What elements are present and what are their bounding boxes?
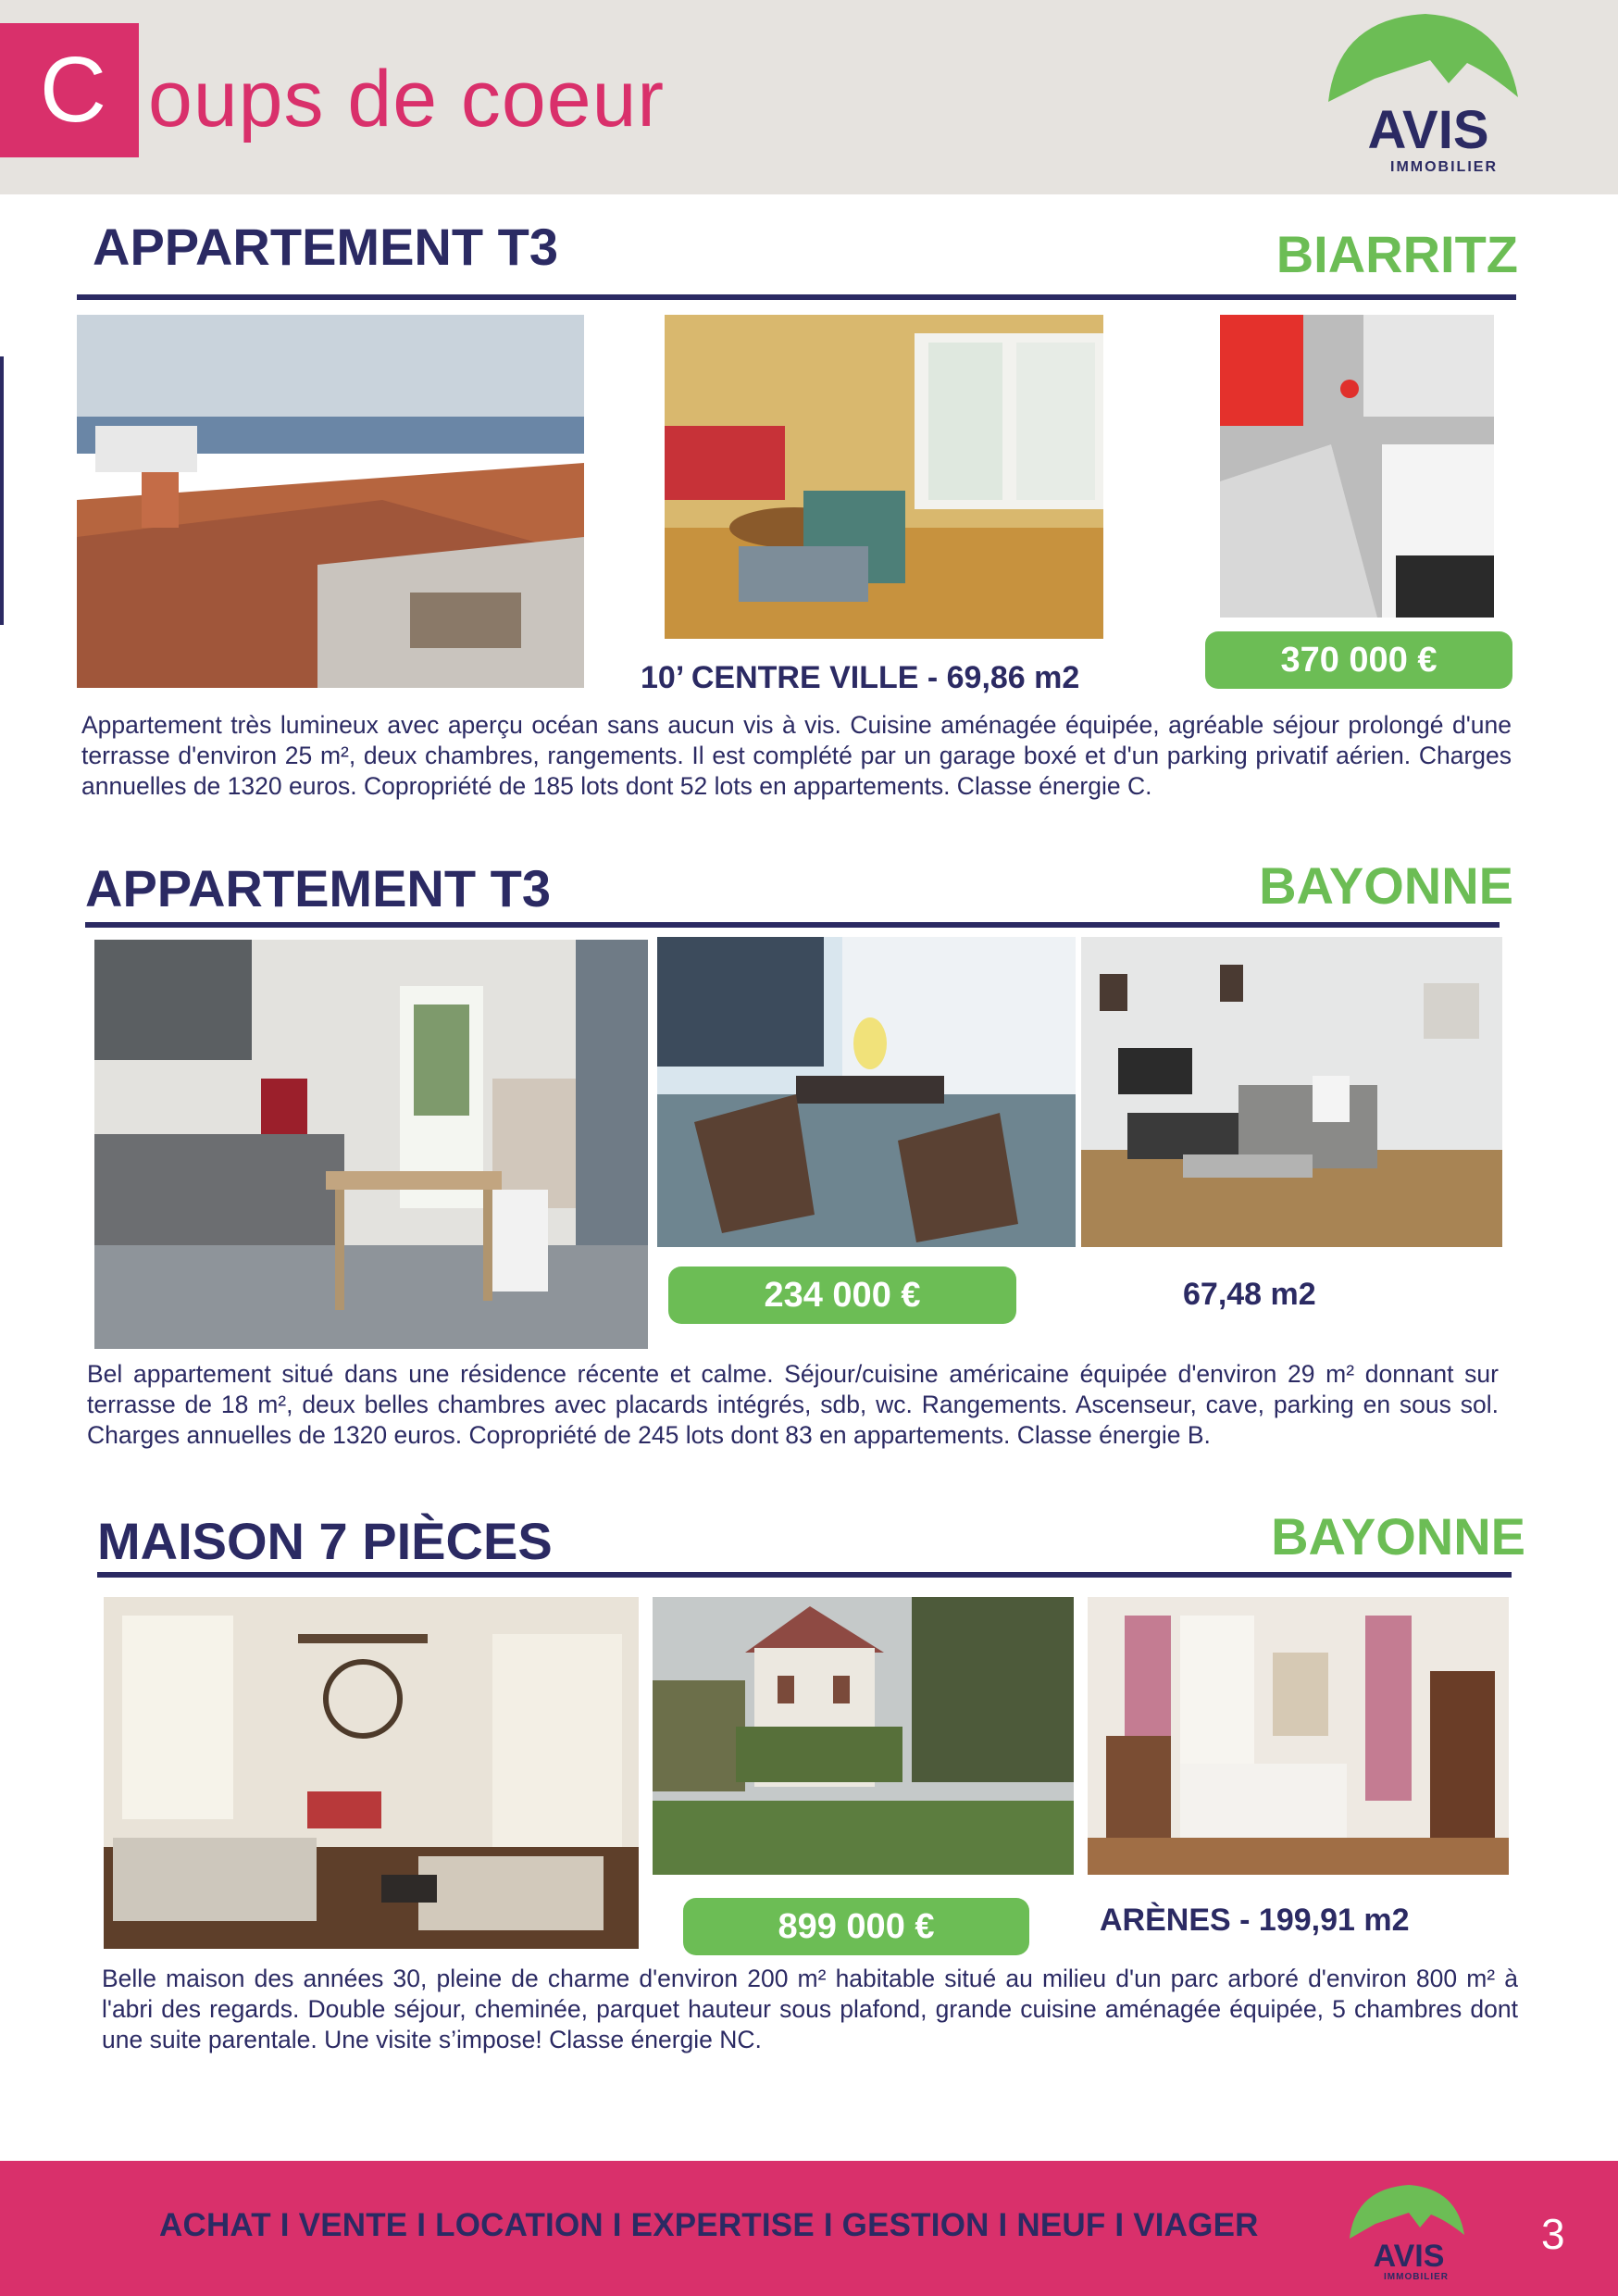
listing-2-city: BAYONNE xyxy=(1259,856,1513,915)
page-title: oups de coeur xyxy=(148,55,666,144)
logo-wordmark: AVIS xyxy=(1367,100,1489,160)
footer-logo-subtext: IMMOBILIER xyxy=(1384,2272,1449,2282)
page-number: 3 xyxy=(1541,2210,1565,2258)
listing-3-photo-bedroom xyxy=(1088,1597,1509,1875)
listing-3-type: MAISON 7 PIÈCES xyxy=(97,1512,553,1570)
listing-2-type: APPARTEMENT T3 xyxy=(85,859,551,917)
listing-1-description: Appartement très lumineux avec aperçu océan sans aucun vis à vis. Cuisine aménagée équipée, agréable séjour prolongé d'une terrasse d'environ 25 m², deux chambres, rangements. Il est complété par un garage boxé et d'un parking privatif aérien. Charges annuelles de 1320 euros. Copropriété de 185 lots dont 52 lots en appartements. Classe énergie C. xyxy=(81,711,1512,800)
footer-logo-wordmark: AVIS xyxy=(1373,2239,1445,2274)
page-edge-marker xyxy=(0,356,4,625)
avis-immobilier-footer-logo xyxy=(1342,2181,1472,2283)
listing-1-divider xyxy=(77,294,1516,300)
avis-immobilier-logo xyxy=(1319,9,1532,176)
listing-2-photo-kitchen xyxy=(94,940,648,1349)
listing-1-photo-rooftops xyxy=(77,315,584,688)
listing-1-photo-kitchen xyxy=(1220,315,1494,618)
listing-1-city: BIARRITZ xyxy=(1276,225,1518,283)
listing-2-description: Bel appartement situé dans une résidence récente et calme. Séjour/cuisine américaine équipée d'environ 29 m² donnant sur terrasse de 18 m², deux belles chambres avec placards intégrés, sdb, wc. Rangements. Ascenseur, cave, parking en sous sol. Charges annuelles de 1320 euros. Copropriété de 245 lots dont 83 en appartements. Classe énergie B. xyxy=(87,1360,1499,1449)
listing-3-photo-house-exterior xyxy=(653,1597,1074,1875)
listing-3-divider xyxy=(97,1572,1512,1578)
page-header xyxy=(0,0,1618,194)
page-footer xyxy=(0,2161,1618,2296)
listing-2-price-badge: 234 000 € xyxy=(668,1267,1016,1324)
footer-services-list: ACHAT I VENTE I LOCATION I EXPERTISE I GESTION I NEUF I VIAGER xyxy=(159,2207,1259,2243)
listing-1-price-badge: 370 000 € xyxy=(1205,631,1512,689)
listing-1-photo-living-room xyxy=(665,315,1103,639)
logo-subtext: IMMOBILIER xyxy=(1390,159,1498,175)
listing-2-caption: 67,48 m2 xyxy=(1183,1277,1316,1312)
listing-3-description: Belle maison des années 30, pleine de charme d'environ 200 m² habitable situé au milieu d'un parc arboré d'environ 800 m² à l'abri des regards. Double séjour, cheminée, parquet hauteur sous plafond, grande cuisine aménagée équipée, 5 chambres dont une suite parentale. Une visite s’impose! Classe énergie NC. xyxy=(102,1965,1518,2053)
listing-3-city: BAYONNE xyxy=(1271,1507,1525,1566)
listing-2-photo-living-room xyxy=(1081,937,1502,1247)
listing-3-price-badge: 899 000 € xyxy=(683,1898,1029,1955)
listing-2-divider xyxy=(85,922,1500,928)
listing-2-photo-terrace xyxy=(657,937,1076,1247)
listing-3-caption: ARÈNES - 199,91 m2 xyxy=(1100,1903,1410,1938)
title-initial-box: C xyxy=(0,23,139,157)
listing-1-caption: 10’ CENTRE VILLE - 69,86 m2 xyxy=(641,660,1080,695)
listing-3-photo-salon xyxy=(104,1597,639,1949)
listing-1-type: APPARTEMENT T3 xyxy=(93,218,558,276)
